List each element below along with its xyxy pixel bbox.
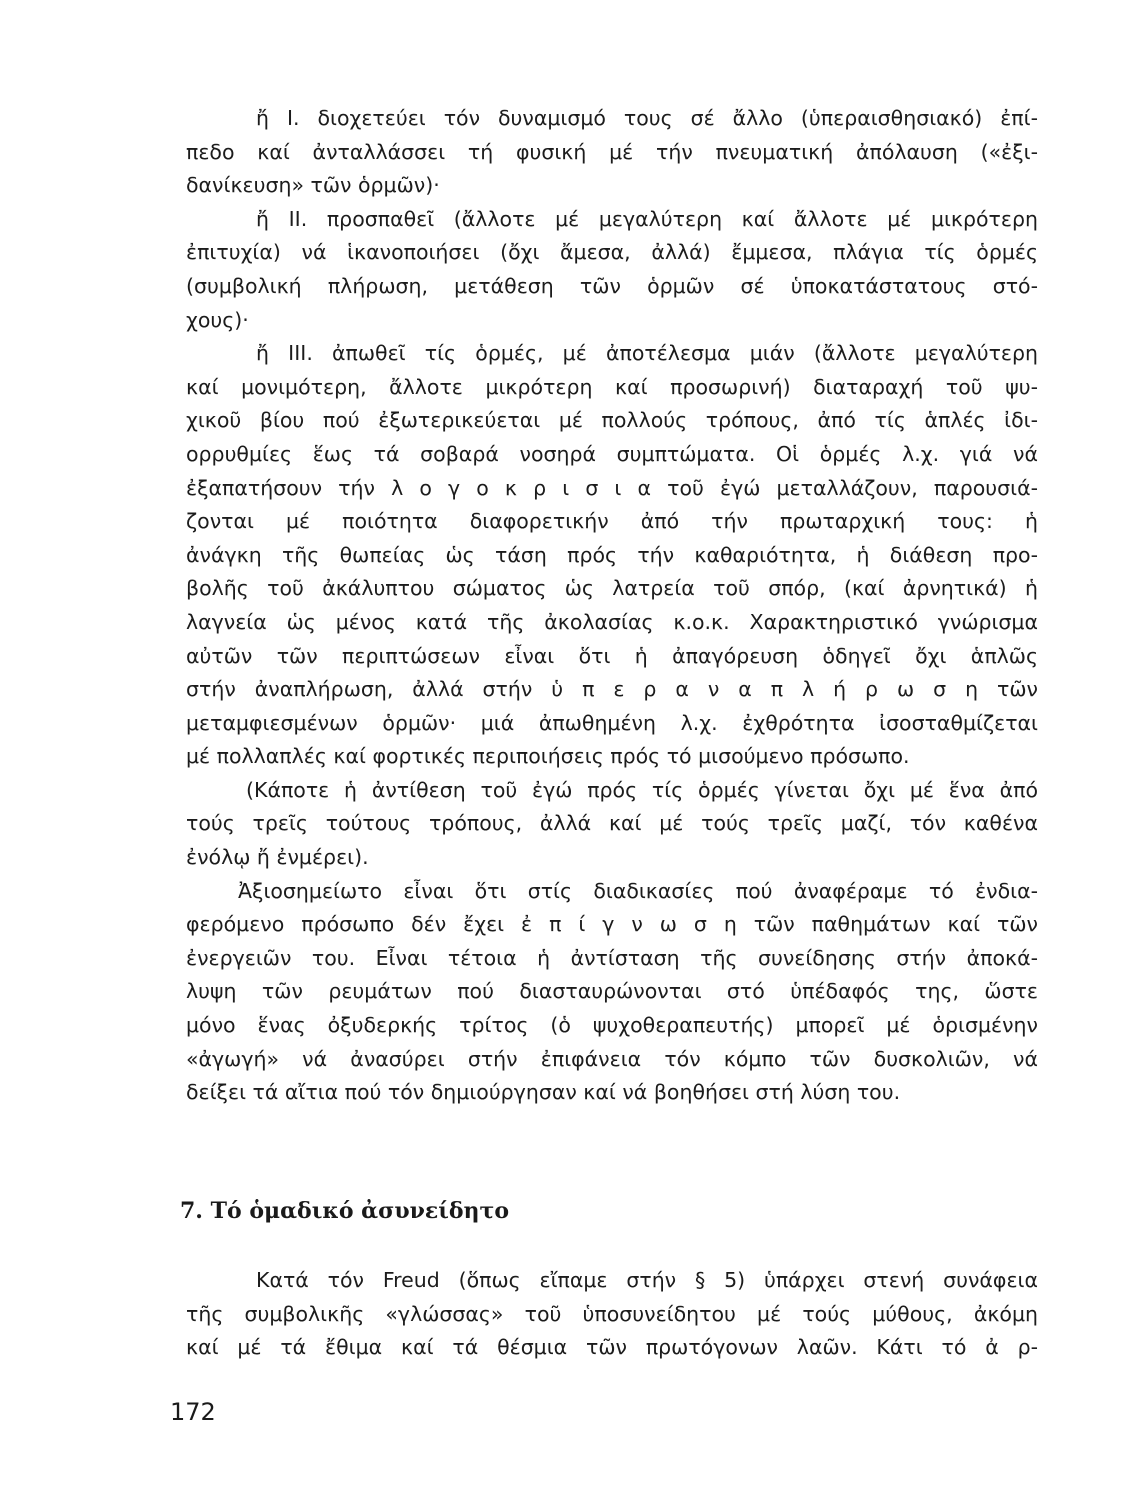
text-line: μόνο ἕνας ὀξυδερκής τρίτος (ὁ ψυχοθεραπευτής) μπορεῖ μέ ὁρισμένην — [186, 1013, 1038, 1038]
section-body-text — [186, 1264, 1038, 1365]
text-line: μέ πολλαπλές καί φορτικές περιποιήσεις πρός τό μισούμενο πρόσωπο. — [186, 744, 910, 769]
text-line: βολῆς τοῦ ἀκάλυπτου σώματος ὡς λατρεία τοῦ σπόρ, (καί ἀρνητικά) ἡ — [186, 576, 1038, 601]
text-line: ἤ ΙΙΙ. ἀπωθεῖ τίς ὁρμές, μέ ἀποτέλεσμα μιάν (ἄλλοτε μεγαλύτερη — [256, 341, 1038, 366]
text-line: ἐνεργειῶν του. Εἶναι τέτοια ἡ ἀντίσταση τῆς συνείδησης στήν ἀποκά- — [186, 945, 1038, 970]
text-line: (συμβολική πλήρωση, μετάθεση τῶν ὁρμῶν σέ ὑποκατάστατους στό- — [186, 273, 1038, 298]
text-line: χους)· — [186, 307, 249, 332]
text-line: ορρυθμίες ἕως τά σοβαρά νοσηρά συμπτώματα. Οἱ ὁρμές λ.χ. γιά νά — [186, 441, 1038, 466]
text-line: ἐξαπατήσουν τήν λ ο γ ο κ ρ ι σ ι α τοῦ ἐγώ μεταλλάζουν, παρουσιά- — [186, 475, 1038, 500]
text-line: ζονται μέ ποιότητα διαφορετικήν ἀπό τήν πρωταρχική τους: ἡ — [186, 509, 1038, 534]
text-line: Κατά τόν Freud (ὅπως εἴπαμε στήν § 5) ὑπάρχει στενή συνάφεια — [256, 1268, 1038, 1292]
text-line: Ἀξιοσημείωτο εἶναι ὅτι στίς διαδικασίες πού ἀναφέραμε τό ἐνδια- — [238, 878, 1038, 903]
page-number: 172 — [170, 1398, 216, 1426]
text-line: τῆς συμβολικῆς «γλώσσας» τοῦ ὑποσυνείδητου μέ τούς μύθους, ἀκόμη — [186, 1301, 1038, 1326]
text-line: φερόμενο πρόσωπο δέν ἔχει ἐ π ί γ ν ω σ η τῶν παθημάτων καί τῶν — [186, 912, 1038, 937]
text-line: ἐνόλῳ ἤ ἐνμέρει). — [186, 845, 369, 870]
text-line: δανίκευση» τῶν ὁρμῶν)· — [186, 173, 440, 198]
text-line: ἐπιτυχία) νά ἱκανοποιήσει (ὄχι ἄμεσα, ἀλλά) ἔμμεσα, πλάγια τίς ὁρμές — [186, 240, 1038, 265]
text-line: πεδο καί ἀνταλλάσσει τή φυσική μέ τήν πνευματική ἀπόλαυση («ἐξι- — [186, 139, 1038, 164]
text-line: ἀνάγκη τῆς θωπείας ὡς τάση πρός τήν καθαριότητα, ἡ διάθεση προ- — [186, 542, 1038, 567]
text-line: «ἀγωγή» νά ἀνασύρει στήν ἐπιφάνεια τόν κόμπο τῶν δυσκολιῶν, νά — [186, 1046, 1038, 1071]
section-heading: 7. Τό ὁμαδικό ἀσυνείδητο — [180, 1198, 510, 1224]
text-line: ἤ Ι. διοχετεύει τόν δυναμισμό τους σέ ἄλλο (ὑπεραισθησιακό) ἐπί- — [256, 106, 1038, 130]
text-line: αὐτῶν τῶν περιπτώσεων εἶναι ὅτι ἡ ἀπαγόρευση ὁδηγεῖ ὄχι ἁπλῶς — [186, 643, 1038, 668]
text-line: καί μονιμότερη, ἄλλοτε μικρότερη καί προσωρινή) διαταραχή τοῦ ψυ- — [186, 374, 1038, 399]
text-line: χικοῦ βίου πού ἐξωτερικεύεται μέ πολλούς τρόπους, ἀπό τίς ἁπλές ἰδι- — [186, 408, 1038, 433]
text-line: λαγνεία ὡς μένος κατά τῆς ἀκολασίας κ.ο.κ. Χαρακτηριστικό γνώρισμα — [186, 609, 1038, 634]
text-line: λυψη τῶν ρευμάτων πού διασταυρώνονται στό ὑπέδαφός της, ὥστε — [186, 979, 1038, 1004]
text-line: τούς τρεῖς τούτους τρόπους, ἀλλά καί μέ τούς τρεῖς μαζί, τόν καθένα — [186, 811, 1038, 836]
body-text — [186, 102, 1038, 1110]
text-line: καί μέ τά ἔθιμα καί τά θέσμια τῶν πρωτόγονων λαῶν. Κάτι τό ἀ ρ- — [186, 1335, 1038, 1360]
text-line: ἤ ΙΙ. προσπαθεῖ (ἄλλοτε μέ μεγαλύτερη καί ἄλλοτε μέ μικρότερη — [256, 206, 1038, 231]
text-line: στήν ἀναπλήρωση, ἀλλά στήν ὑ π ε ρ α ν α π λ ή ρ ω σ η τῶν — [186, 677, 1038, 702]
text-line: δείξει τά αἴτια πού τόν δημιούργησαν καί νά βοηθήσει στή λύση του. — [186, 1080, 901, 1105]
text-line: (Κάποτε ἡ ἀντίθεση τοῦ ἐγώ πρός τίς ὁρμές γίνεται ὄχι μέ ἕνα ἀπό — [246, 777, 1038, 802]
text-line: μεταμφιεσμένων ὁρμῶν· μιά ἀπωθημένη λ.χ. ἐχθρότητα ἰσοσταθμίζεται — [186, 710, 1038, 735]
